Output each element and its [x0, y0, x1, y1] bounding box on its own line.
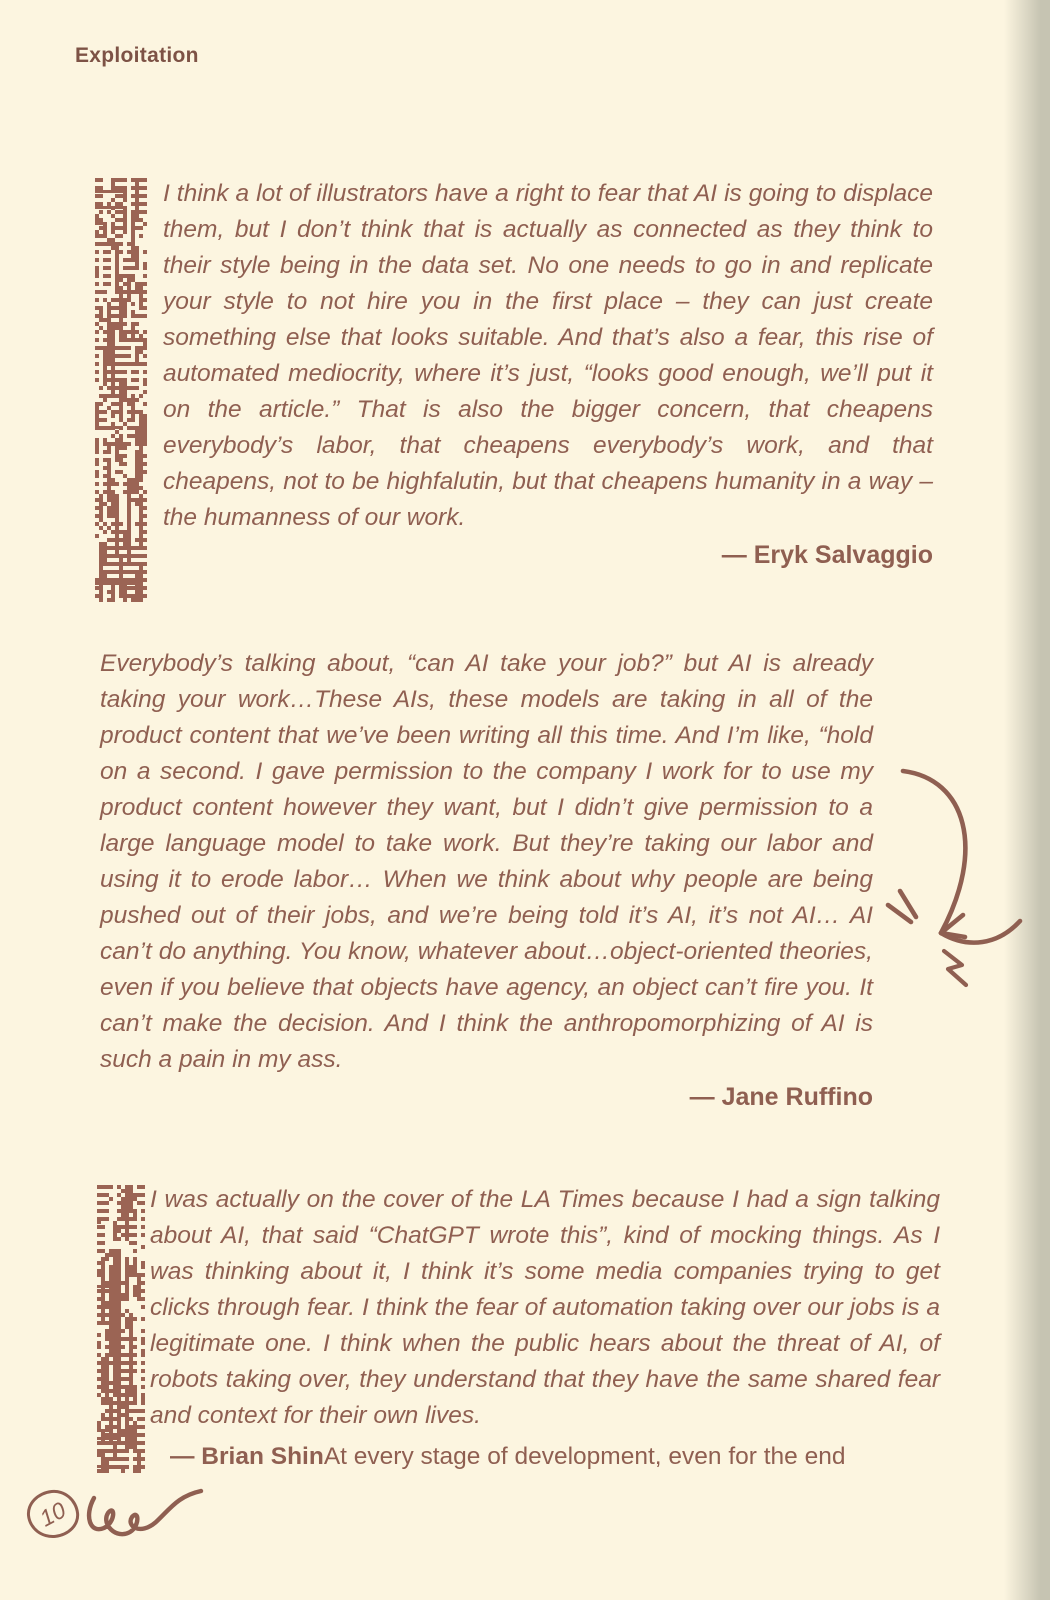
- quote-attribution: — Jane Ruffino: [689, 1083, 873, 1111]
- page-number: 10: [35, 1496, 71, 1532]
- quote-text: I was actually on the cover of the LA Times because I had a sign talking about AI, that said “ChatGPT wrote this”, kind of mocking things. As I was thinking about it, I think it’s some media companies trying to get clicks through fear. I think the fear of automation taking over our jobs is a legitimate one. I think when the public hears about the threat of AI, of robots taking over, they understand that they have the same shared fear and context for their own lives.: [150, 1186, 940, 1429]
- curved-arrow-icon: [848, 733, 1048, 983]
- glitch-bar-decoration: [97, 1185, 147, 1473]
- quote-attribution: — Eryk Salvaggio: [721, 541, 933, 569]
- quote-block-jane-ruffino: [100, 646, 873, 1115]
- page-title: Exploitation: [75, 44, 199, 67]
- squiggle-icon: [82, 1482, 207, 1548]
- quote-text: I think a lot of illustrators have a right to fear that AI is going to displace them, but I don’t think that is actually as connected as they think to their style being in the data set. No one needs to go in and replicate your style to not hire you in the first place – they can just create something else that looks suitable. And that’s also a fear, this rise of automated mediocrity, where it’s just, “looks good enough, we’ll put it on the article.” That is also the bigger concern, that cheapens everybody’s labor, that cheapens everybody’s work, and that cheapens, not to be highfalutin, but that cheapens humanity in a way – the humanness of our work.: [163, 180, 933, 531]
- quote-attribution-line: [150, 1440, 940, 1474]
- quote-continuation-text: At every stage of development, even for the end: [323, 1443, 846, 1470]
- page-number-badge: [25, 1487, 82, 1540]
- quote-block-brian-shin: [150, 1182, 940, 1474]
- quote-attribution: — Brian Shin: [170, 1443, 324, 1470]
- glitch-bar-decoration: [95, 178, 149, 605]
- quote-block-eryk-salvaggio: [163, 176, 933, 573]
- quote-text: Everybody’s talking about, “can AI take your job?” but AI is already taking your work…These AIs, these models are taking in all of the product content that we’ve been writing all this time. And I’m like, “hold on a second. I gave permission to the company I work for to use my product content however they want, but I didn’t give permission to a large language model to take work. But they’re taking our labor and using it to erode labor… When we think about why people are being pushed out of their jobs, and we’re being told it’s AI, it’s not AI… AI can’t do anything. You know, whatever about…object-oriented theories, even if you believe that objects have agency, an object can’t fire you. It can’t make the decision. And I think the anthropomorphizing of AI is such a pain in my ass.: [100, 650, 873, 1073]
